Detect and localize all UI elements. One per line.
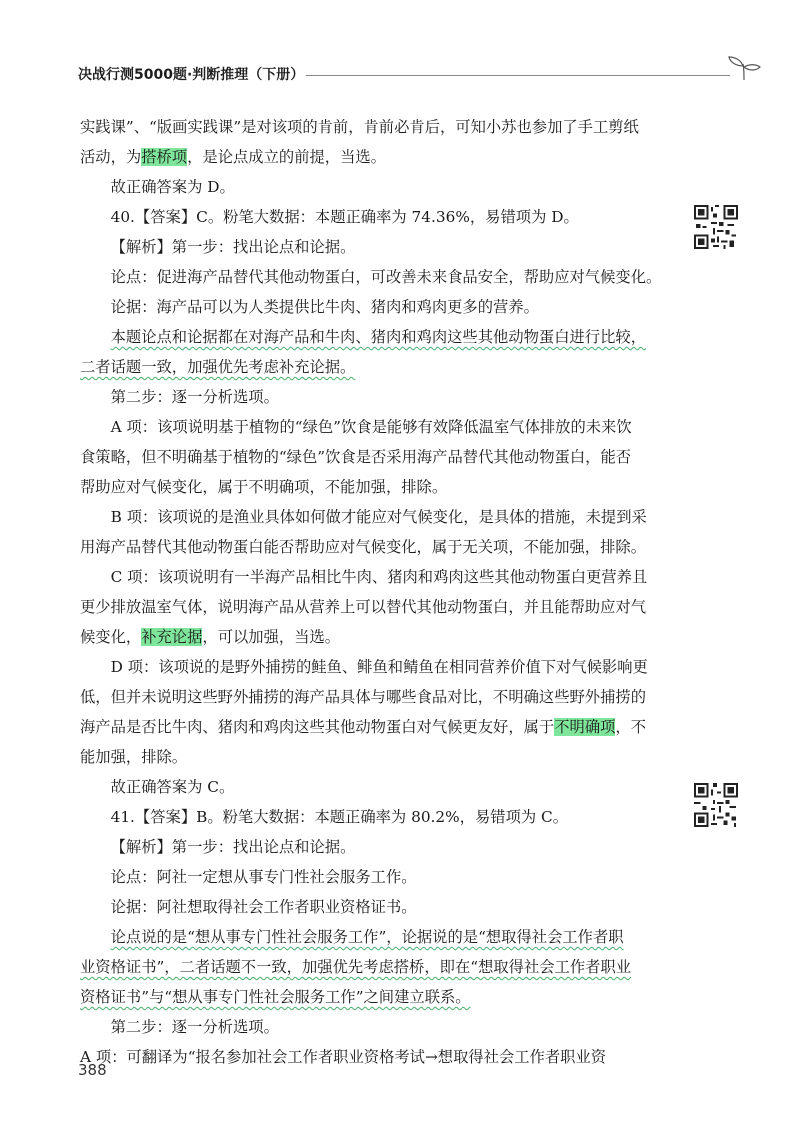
q40-evidence: 论据：海产品可以为人类提供比牛肉、猪肉和鸡肉更多的营养。: [110, 298, 539, 316]
q40-option-b: 用海产品替代其他动物蛋白能否帮助应对气候变化，属于无关项，不能加强，排除。: [80, 538, 646, 556]
qr-code-icon[interactable]: [694, 783, 738, 827]
analysis-label: 【解析】: [110, 238, 172, 256]
q41-thesis: 论点：阿社一定想从事专门性社会服务工作。: [110, 868, 417, 886]
q40-option-b: B 项：该项说的是渔业具体如何做才能应对气候变化，是具体的措施，未提到采: [110, 508, 647, 526]
q40-option-d: 海产品是否比牛肉、猪肉和鸡肉这些其他动物蛋白对气候更友好，属于不明确项，不: [80, 718, 647, 736]
final-answer-39: 故正确答案为 D。: [110, 178, 235, 196]
q41-step2: 第二步：逐一分析选项。: [110, 1018, 279, 1036]
q40-key-analysis: 二者话题一致，加强优先考虑补充论据。: [80, 358, 356, 376]
answer-label: 【答案】: [134, 208, 197, 226]
q41-key-analysis: 业资格证书”，二者话题不一致，加强优先考虑搭桥，即在“想取得社会工作者职业: [80, 958, 632, 976]
q40-option-d: D 项：该项说的是野外捕捞的鲑鱼、鲱鱼和鲭鱼在相同营养价值下对气候影响更: [110, 658, 648, 676]
final-answer-40: 故正确答案为 C。: [110, 778, 235, 796]
q41-answer-line: 41.【答案】B。粉笔大数据：本题正确率为 80.2%，易错项为 C。: [110, 808, 569, 826]
q41-key-analysis: 论点说的是“想从事专门性社会服务工作”，论据说的是“想取得社会工作者职: [110, 928, 624, 946]
highlight-supplement-evidence: 补充论据: [141, 628, 203, 646]
highlight-bridge-term: 搭桥项: [141, 148, 188, 166]
q40-answer-line: 40.【答案】C。粉笔大数据：本题正确率为 74.36%，易错项为 D。: [110, 208, 579, 226]
q40-analysis-line: 【解析】第一步：找出论点和论据。: [110, 238, 356, 256]
text-line: 活动，为搭桥项，是论点成立的前提，当选。: [80, 148, 386, 166]
q40-option-a: A 项：该项说明基于植物的“绿色”饮食是能够有效降低温室气体排放的未来饮: [110, 418, 632, 436]
page-header: [78, 58, 762, 88]
header-rule: [306, 75, 730, 76]
q41-analysis-line: 【解析】第一步：找出论点和论据。: [110, 838, 356, 856]
answer-explanation-body: [80, 112, 666, 1072]
text-line: 实践课”、“版画实践课”是对该项的肯前，肯前必肯后，可知小苏也参加了手工剪纸: [80, 118, 639, 136]
q40-step2: 第二步：逐一分析选项。: [110, 388, 279, 406]
qr-code-icon[interactable]: [694, 205, 738, 249]
highlight-unclear-option: 不明确项: [554, 718, 616, 736]
q41-option-a: A 项：可翻译为“报名参加社会工作者职业资格考试→想取得社会工作者职业资: [80, 1048, 607, 1066]
q40-option-d: 低，但并未说明这些野外捕捞的海产品具体与哪些食品对比，不明确这些野外捕捞的: [80, 688, 646, 706]
sprout-icon: [726, 54, 762, 82]
q40-option-d: 能加强，排除。: [80, 748, 188, 766]
q41-evidence: 论据：阿社想取得社会工作者职业资格证书。: [110, 898, 417, 916]
q40-key-analysis: 本题论点和论据都在对海产品和牛肉、猪肉和鸡肉这些其他动物蛋白进行比较，: [110, 328, 646, 346]
page-number: 388: [78, 1061, 107, 1079]
q41-key-analysis: 资格证书”与“想从事专门性社会服务工作”之间建立联系。: [80, 988, 471, 1006]
analysis-label: 【解析】: [110, 838, 172, 856]
q40-option-c: 候变化，补充论据，可以加强，当选。: [80, 628, 341, 646]
q40-option-c: C 项：该项说明有一半海产品相比牛肉、猪肉和鸡肉这些其他动物蛋白更营养且: [110, 568, 648, 586]
book-title: 决战行测5000题·判断推理（下册）: [78, 67, 305, 83]
q40-option-a: 帮助应对气候变化，属于不明确项，不能加强，排除。: [80, 478, 448, 496]
q40-option-c: 更少排放温室气体，说明海产品从营养上可以替代其他动物蛋白，并且能帮助应对气: [80, 598, 646, 616]
q40-thesis: 论点：促进海产品替代其他动物蛋白，可改善未来食品安全，帮助应对气候变化。: [110, 268, 662, 286]
q40-option-a: 食策略，但不明确基于植物的“绿色”饮食是否采用海产品替代其他动物蛋白，能否: [80, 448, 632, 466]
answer-label: 【答案】: [134, 808, 197, 826]
